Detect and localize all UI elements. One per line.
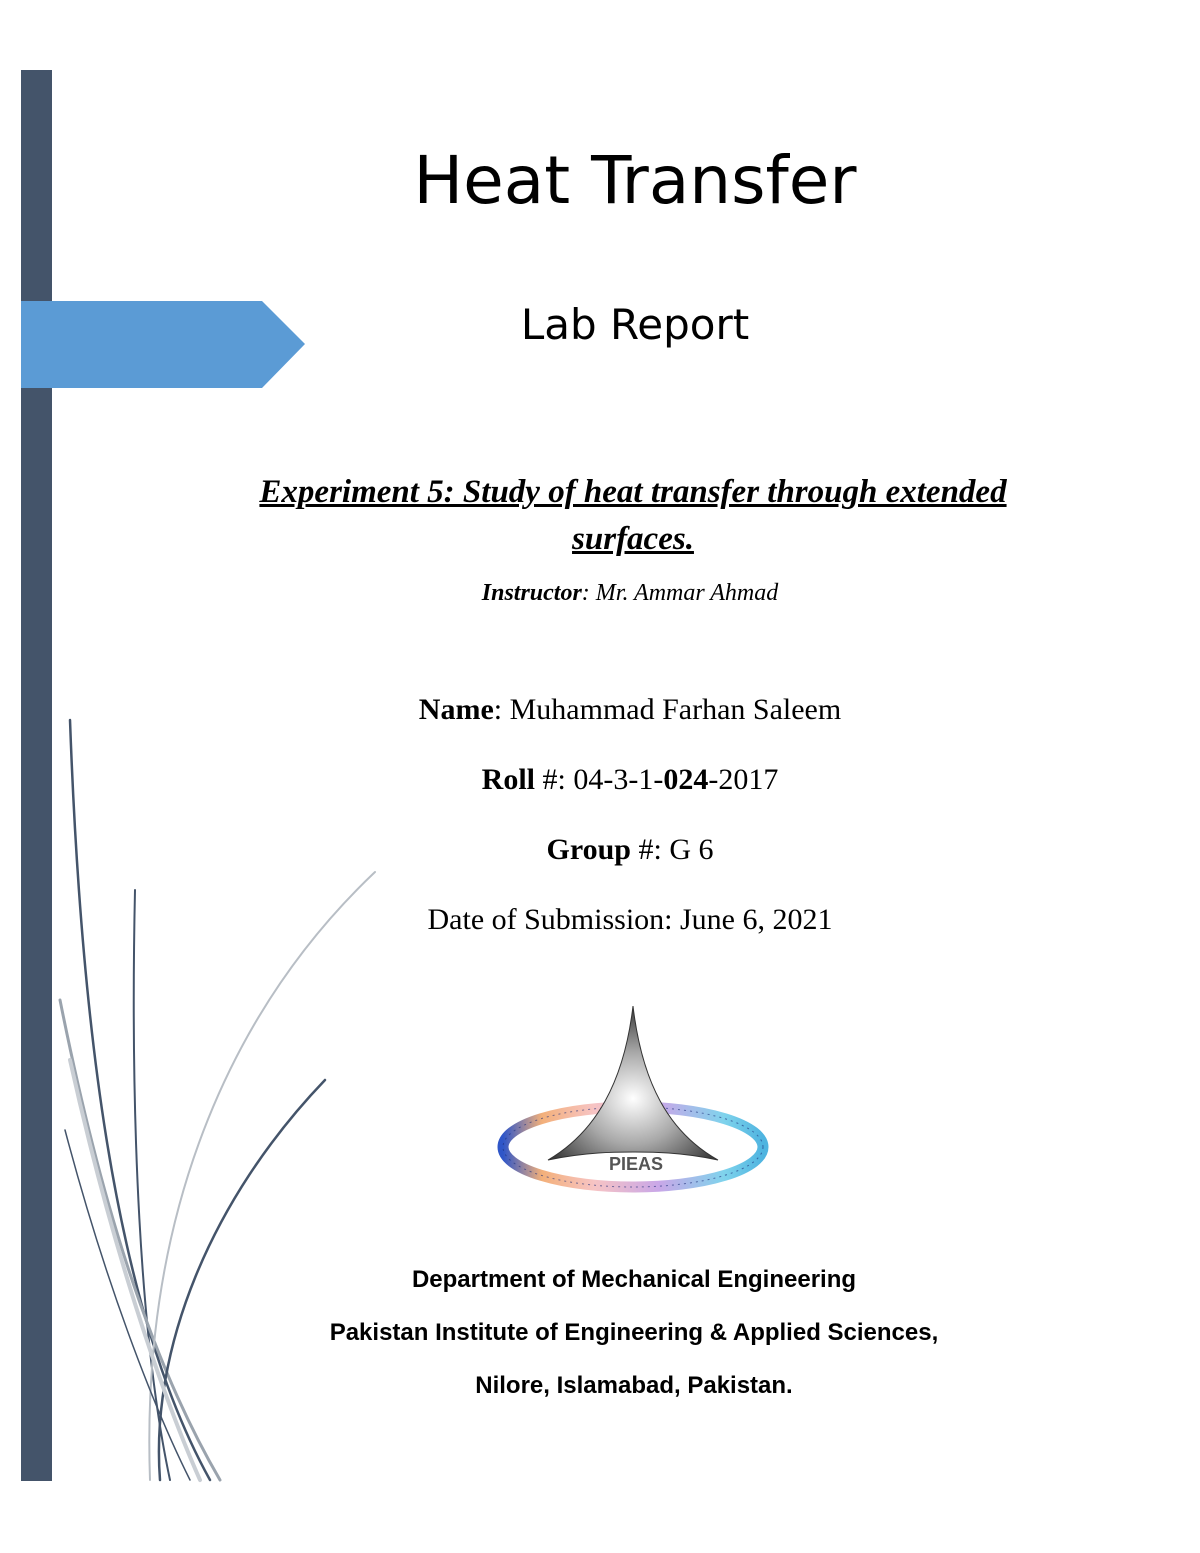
experiment-title: Experiment 5: Study of heat transfer through extended surfaces.	[259, 474, 1007, 557]
group-label: Group	[546, 833, 631, 866]
institute-location: Nilore, Islamabad, Pakistan.	[475, 1372, 793, 1399]
name-label: Name	[418, 693, 494, 726]
roll-label: Roll	[481, 763, 536, 796]
report-subtitle: Lab Report	[520, 300, 750, 349]
roll-prefix: #: 04-3-1-	[535, 763, 664, 796]
instructor-line	[0, 580, 1200, 607]
group-value: #: G 6	[630, 833, 714, 866]
pieas-logo	[496, 1002, 771, 1197]
submission-date: Date of Submission: June 6, 2021	[427, 903, 833, 936]
roll-number-line	[0, 763, 1200, 797]
group-line	[0, 833, 1200, 867]
instructor-label: Instructor	[481, 580, 582, 606]
logo-text: PIEAS	[608, 1154, 664, 1174]
institute-name: Pakistan Institute of Engineering & Applied Sciences,	[329, 1319, 939, 1346]
name-value: : Muhammad Farhan Saleem	[493, 693, 842, 726]
roll-bold-part: 024	[663, 763, 709, 796]
report-title: Heat Transfer	[413, 142, 857, 219]
department-name: Department of Mechanical Engineering	[411, 1266, 857, 1293]
roll-suffix: -2017	[708, 763, 779, 796]
instructor-value: : Mr. Ammar Ahmad	[581, 580, 779, 606]
student-name-line	[0, 693, 1200, 727]
